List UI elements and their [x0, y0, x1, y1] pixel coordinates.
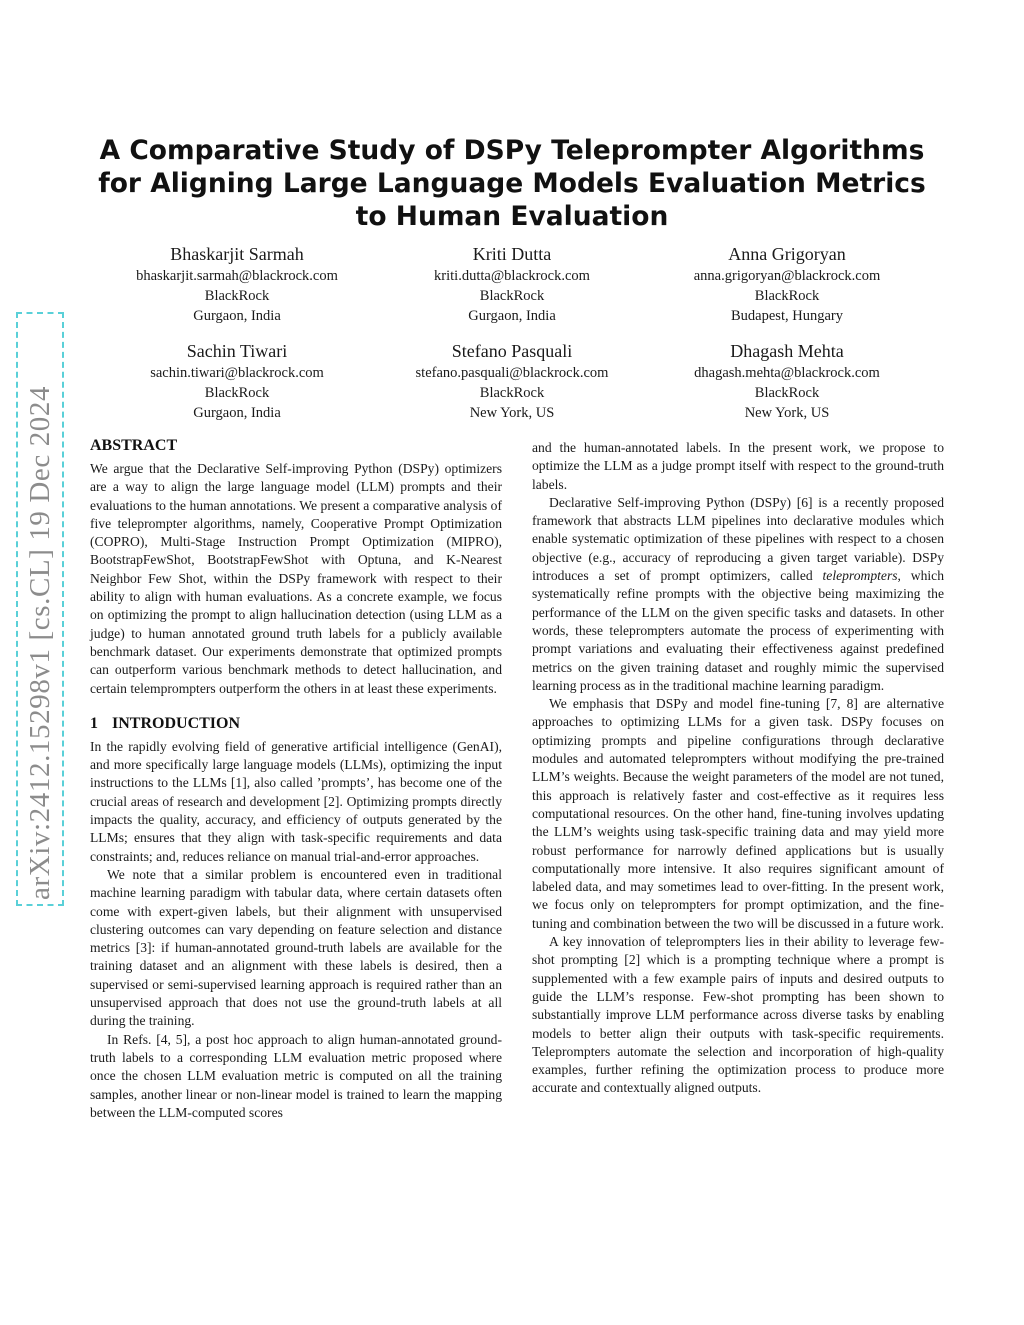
author-name: Kriti Dutta — [472, 244, 552, 264]
author-location: Gurgaon, India — [193, 308, 281, 324]
author-email: stefano.pasquali@blackrock.com — [415, 365, 609, 381]
author-name: Anna Grigoryan — [728, 244, 846, 264]
text-span: Declarative Self-improving Python (DSPy) [6] is a recently proposed framework that abstracts LLM pipelines into declarative modules which enable systematic optimization of these pipelines with respect to a chosen objective (e.g., accuracy of reproducing a given target variable). DSPy introduces a set of prompt optimizers, called — [532, 494, 944, 584]
text-span: , which systematically refine prompts with the objective being maximizing the performance of the LLM on the given specific tasks and datasets. In other words, these teleprompters automate the process of experimenting with prompt variations and evaluating their effectiveness against predefined metrics on the given training dataset and roughly mimic the supervised learning process as in the traditional machine learning paradigm. — [532, 568, 944, 693]
author-email: anna.grigoryan@blackrock.com — [693, 268, 881, 284]
author-location: New York, US — [469, 405, 555, 421]
author-card — [100, 243, 374, 326]
author-org: BlackRock — [204, 385, 270, 401]
section-number: 1 — [90, 714, 98, 732]
author-org: BlackRock — [479, 288, 545, 304]
section-title: INTRODUCTION — [112, 714, 241, 732]
left-column — [90, 436, 502, 1122]
author-location: Budapest, Hungary — [731, 308, 843, 324]
author-card — [375, 243, 649, 326]
author-card — [650, 243, 924, 326]
author-org: BlackRock — [754, 288, 820, 304]
author-card — [375, 340, 649, 423]
right-column — [532, 439, 944, 1098]
abstract-heading: ABSTRACT — [90, 437, 178, 454]
paragraph: In Refs. [4, 5], a post hoc approach to align human-annotated ground-truth labels to a corresponding LLM evaluation metric proposed where once the chosen LLM evaluation metric is computed on all the training samples, another linear or non-linear model is trained to learn the mapping between the LLM-computed scores — [90, 1031, 502, 1120]
paragraph: A key innovation of teleprompters lies in their ability to leverage few-shot prompting [2] which is a prompting technique where a prompt is supplemented with a few example pairs of inputs and desired outputs to guide the LLM’s response. Few-shot prompting has been shown to substantially improve LLM performance across diverse tasks by enabling models to better align their outputs with task-specific requirements. Teleprompters automate the selection and incorporation of high-quality examples, further refining the optimization process to produce more accurate and contextually aligned outputs. — [532, 934, 944, 1096]
emphasis-term: teleprompters — [822, 568, 898, 584]
author-card — [100, 340, 374, 423]
author-email: bhaskarjit.sarmah@blackrock.com — [136, 268, 338, 284]
author-location: Gurgaon, India — [193, 405, 281, 421]
author-org: BlackRock — [479, 385, 545, 401]
author-location: New York, US — [744, 405, 830, 421]
author-email: sachin.tiwari@blackrock.com — [150, 365, 324, 381]
abstract-text: We argue that the Declarative Self-improving Python (DSPy) optimizers are a way to align the large language model (LLM) prompts and their evaluations to the human annotations. We present a comparative analysis of five teleprompter algorithms, namely, Cooperative Prompt Optimization (COPRO), Multi-Stage Instruction Prompt Optimization (MIPRO), BootstrapFewShot, BootstrapFewShot with Optuna, and K-Nearest Neighbor Few Shot, within the DSPy framework with respect to their ability to align with human evaluations. As a concrete example, we focus on optimizing the prompt to align hallucination detection (using LLM as a judge) to human annotated ground truth labels for a publicly available benchmark dataset. Our experiments demonstrate that optimized prompts can outperform various benchmark methods to detect hallucination, and certain telemprompters outperform the others in at least these experiments. — [90, 461, 502, 696]
author-name: Dhagash Mehta — [730, 341, 844, 361]
author-org: BlackRock — [754, 385, 820, 401]
author-name: Stefano Pasquali — [451, 341, 573, 361]
section-heading — [90, 714, 502, 734]
author-name: Sachin Tiwari — [186, 341, 288, 361]
author-location: Gurgaon, India — [468, 308, 556, 324]
paper-title: A Comparative Study of DSPy Teleprompter Algorithms for Aligning Large Language Models Evaluation Metrics to Human Evaluation — [98, 135, 926, 232]
author-org: BlackRock — [204, 288, 270, 304]
paragraph: We note that a similar problem is encountered even in traditional machine learning paradigm with tabular data, where certain datasets often come with expert-given labels, but their alignment with unsupervised clustering outcomes can vary depending on feature selection and distance metrics [3]: if human-annotated ground-truth labels are available for the training dataset and an alignment with these labels is desired, then a supervised or semi-supervised learning approach is required rather than an unsupervised approach that does not use the ground-truth labels at all during the training. — [90, 866, 502, 1029]
author-email: dhagash.mehta@blackrock.com — [694, 365, 880, 381]
paragraph: We emphasis that DSPy and model fine-tuning [7, 8] are alternative approaches to optimizing LLMs for a given task. DSPy focuses on optimizing prompts and pipeline configurations through declarative modules and automated teleprompters without modifying the pre-trained LLM’s weights. Because the weight parameters of the model are not tuned, this approach is relatively faster and cost-effective as it requires less computational resources. On the other hand, fine-tuning involves updating the LLM’s weights using task-specific training data and may yield more robust performance for narrowly defined applications but is usually computationally more intensive. It also requires significant amount of labeled data, and may sometimes lead to over-fitting. In the present work, we focus only on teleprompters for prompt optimization, and the fine-tuning and combination between the two will be discussed in a future work. — [532, 696, 944, 931]
author-card — [650, 340, 924, 423]
paragraph: In the rapidly evolving field of generative artificial intelligence (GenAI), and more specifically large language models (LLMs), optimizing the input instructions to the LLMs [1], also called ’prompts’, has become one of the crucial areas of research and development [2]. Optimizing prompts directly impacts the quality, accuracy, and efficiency of outputs generated by the LLMs; ensures that they align with task-specific requirements and data constraints; and, reduces reliance on manual trial-and-error approaches. — [90, 738, 502, 864]
author-email: kriti.dutta@blackrock.com — [434, 268, 590, 284]
author-name: Bhaskarjit Sarmah — [170, 244, 304, 264]
paragraph — [532, 494, 944, 695]
paragraph: and the human-annotated labels. In the present work, we propose to optimize the LLM as a judge prompt itself with respect to the ground-truth labels. — [532, 440, 944, 492]
arxiv-stamp: arXiv:2412.15298v1 [cs.CL] 19 Dec 2024 — [24, 385, 56, 900]
